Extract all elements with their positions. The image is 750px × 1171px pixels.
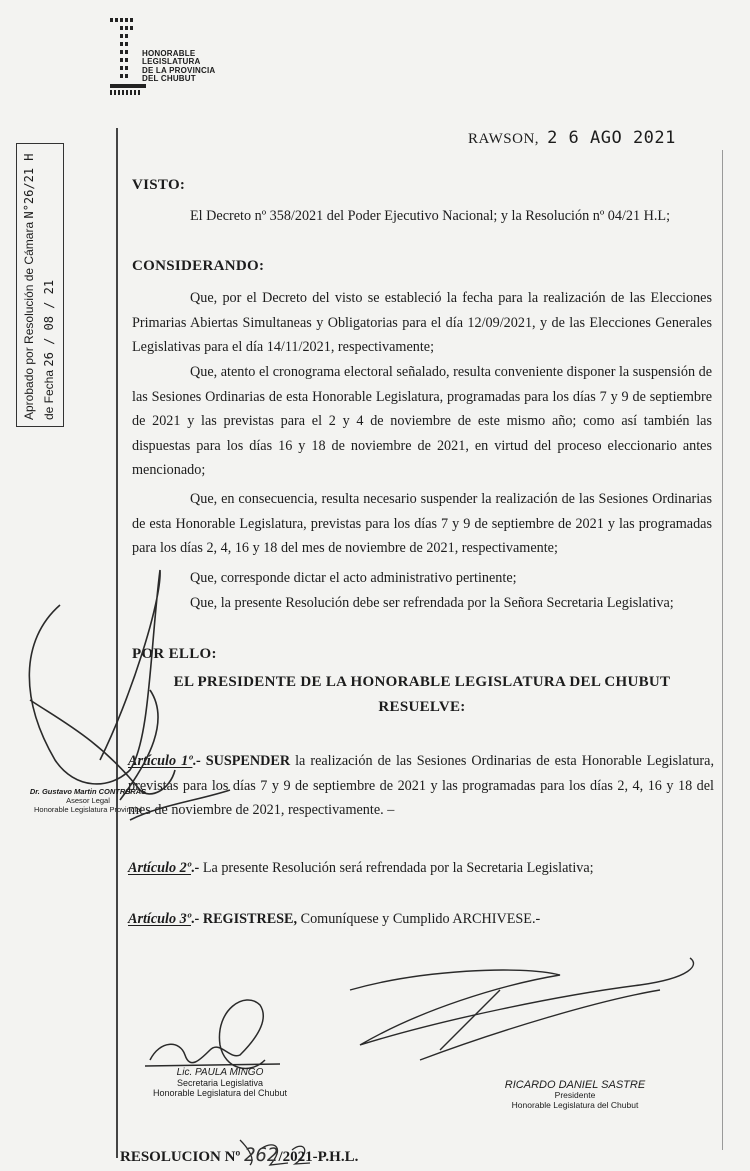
signature-name: RICARDO DANIEL SASTRE (504, 1079, 646, 1091)
signature-org: Honorable Legislatura Provincial (34, 805, 142, 814)
article-separator: .- (191, 911, 203, 927)
article-label: Artículo 1º (128, 753, 193, 769)
article-separator: .- (192, 753, 206, 769)
considerando-heading: CONSIDERANDO: (132, 258, 265, 274)
article-label: Artículo 2º (128, 860, 191, 876)
date-city: RAWSON, (468, 131, 540, 147)
considerando-paragraph: Que, atento el cronograma electoral señalado, resulta conveniente disponer la suspensión de las Sesiones Ordinarias de esta Honorable Legislatura, programadas para los días 7 y 9 de septiembre de 2021 y las previstas para el 2 y 4 de noviembre de este mismo año; como así también las dispuestas para los días 16 y 18 de noviembre de 2021, en virtud del proceso eleccionario antes mencionado; (132, 364, 712, 478)
stamp-line-2: de Fecha (42, 369, 56, 420)
signature-org: Honorable Legislatura del Chubut (511, 1100, 639, 1110)
visto-text: El Decreto nº 358/2021 del Poder Ejecutivo Nacional; y la Resolución nº 04/21 H.L; (190, 208, 671, 224)
article-keyword: REGISTRESE, (202, 911, 298, 927)
letterhead-line: DE LA PROVINCIA (142, 65, 216, 75)
signature-name: Lic. PAULA MINGO (176, 1067, 264, 1078)
date-stamp-value: 2 6 AGO 2021 (547, 128, 676, 148)
signature-org: Honorable Legislatura del Chubut (152, 1088, 288, 1098)
visto-heading: VISTO: (132, 177, 186, 193)
considerando-paragraph: Que, la presente Resolución debe ser refrendada por la Señora Secretaria Legislativa; (190, 595, 674, 611)
resolution-number-value: 262 (244, 1144, 279, 1166)
article-separator: .- (191, 860, 203, 876)
article-text: Comuníquese y Cumplido ARCHIVESE.- (297, 911, 541, 927)
signature-name: Dr. Gustavo Martin CONTRERAS (29, 787, 147, 796)
article-keyword: SUSPENDER (205, 753, 291, 769)
considerando-paragraph: Que, en consecuencia, resulta necesario suspender la realización de las Sesiones Ordinarias de esta Honorable Legislatura, previstas para los días 7 y 9 de septiembre de 2021 y las programadas para los días 2, 4, 16 y 18 del mes de noviembre de 2021, respectivamente; (132, 491, 712, 556)
letterhead-line: DEL CHUBUT (142, 74, 196, 84)
article-text: la realización de las Sesiones Ordinarias de esta Honorable Legislatura, previstas para los días 7 y 9 de septiembre de 2021 y las programadas para los días 2, 4, 16 y 18 del mes de noviembre de 2021, respectivamente. – (128, 753, 714, 818)
stamp-line-1: Aprobado por Resolución de Cámara (22, 221, 36, 420)
president-title: EL PRESIDENTE DE LA HONORABLE LEGISLATURA DEL CHUBUT (173, 674, 671, 690)
article-text: La presente Resolución será refrendada por la Secretaria Legislativa; (202, 860, 594, 876)
signature-secretary (140, 1068, 300, 1098)
signature-president (490, 1080, 660, 1110)
stamp-date: 26 / 08 / 21 (42, 279, 56, 367)
resolution-label: RESOLUCION Nº (120, 1149, 241, 1165)
resuelve-heading: RESUELVE: (378, 699, 466, 715)
signature-role: Asesor Legal (66, 796, 110, 805)
resolution-suffix: /2021-P.H.L. (278, 1149, 359, 1165)
porello-heading: POR ELLO: (132, 646, 217, 662)
signature-role: Secretaria Legislativa (176, 1078, 264, 1088)
resolution-number (120, 1144, 358, 1166)
letterhead-line: LEGISLATURA (142, 57, 201, 67)
signature-role: Presidente (554, 1090, 596, 1100)
article-label: Artículo 3º (128, 911, 191, 927)
signature-legal-advisor (8, 787, 168, 814)
letterhead-line: HONORABLE (142, 49, 196, 58)
stamp-number: N°26/21 H (22, 153, 36, 219)
considerando-paragraph: Que, corresponde dictar el acto administrativo pertinente; (190, 570, 517, 586)
considerando-paragraph: Que, por el Decreto del visto se estableció la fecha para la realización de las Elecciones Primarias Abiertas Simultaneas y Obligatorias para el día 12/09/2021, y de las Elecciones Generales Legislativas para el día 14/11/2021, respectivamente; (132, 290, 712, 355)
